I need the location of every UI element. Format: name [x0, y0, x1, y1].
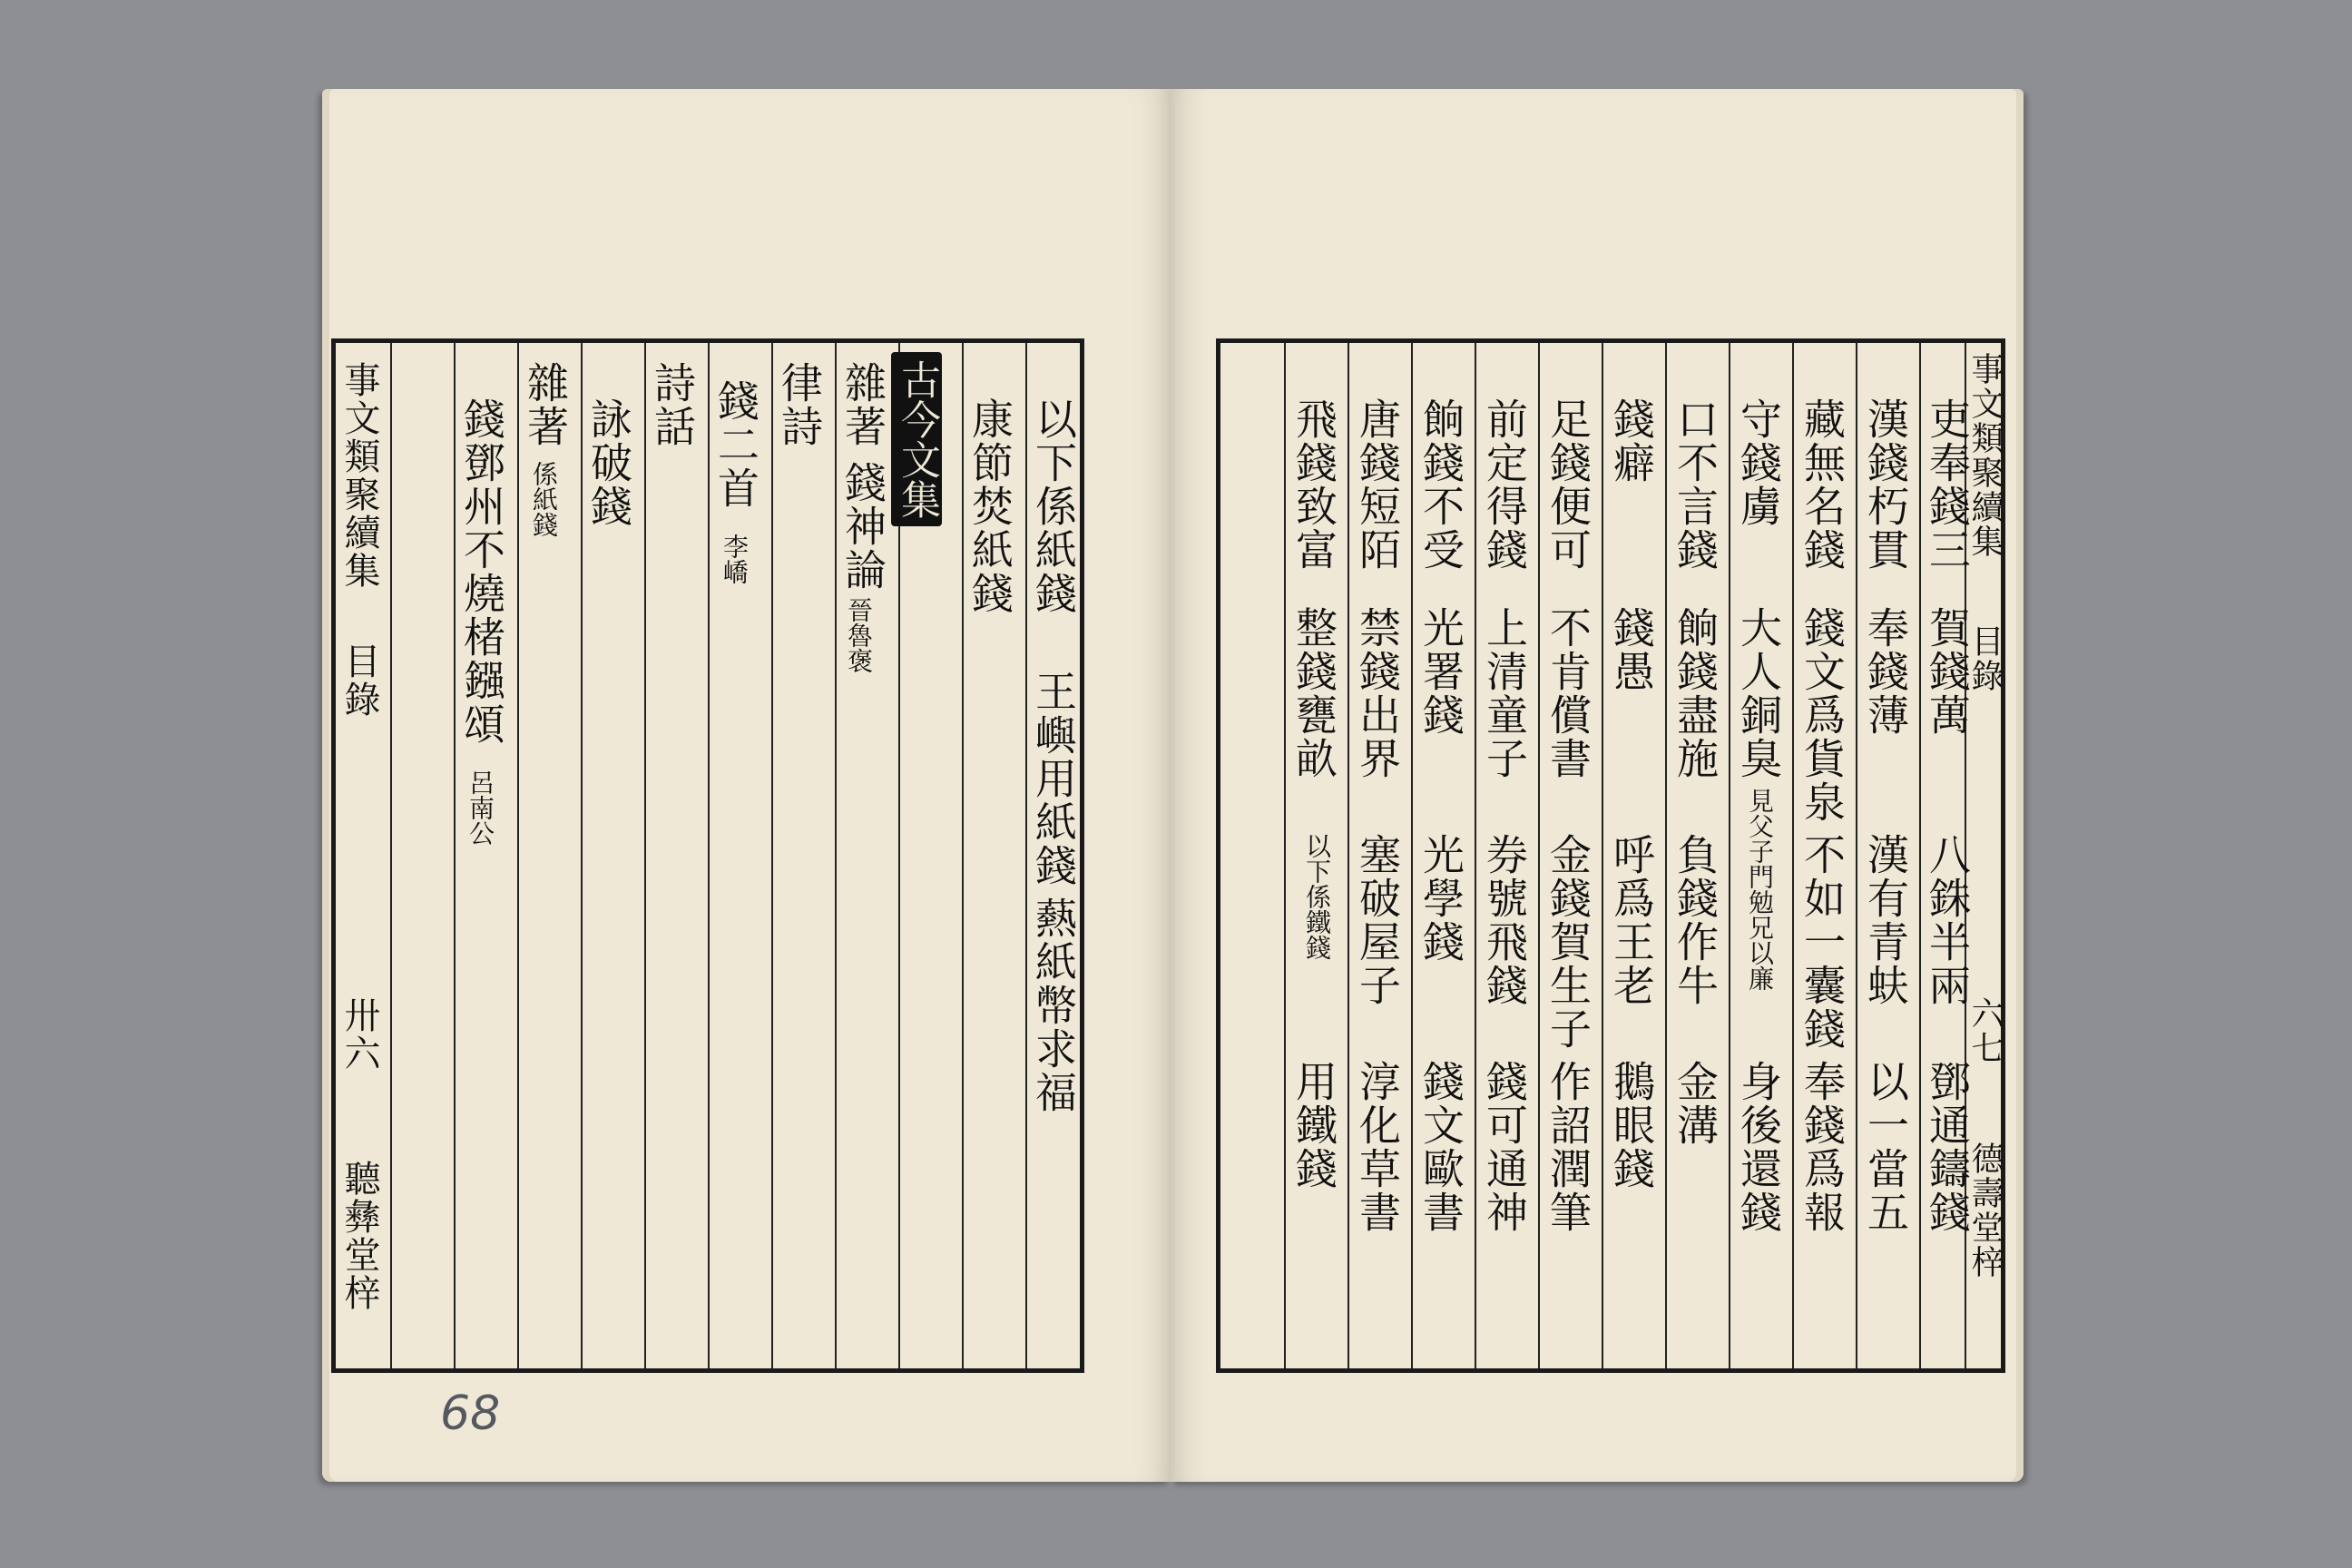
right-col-8-d: 錢可通神: [1480, 1060, 1529, 1234]
pencil-page-number: 68: [440, 1387, 501, 1441]
right-col-10-d: 淳化草書: [1353, 1060, 1402, 1234]
right-col-8-a: 前定得錢: [1480, 397, 1529, 572]
left-margin-publisher: 聽彝堂梓: [338, 1160, 380, 1312]
right-col-11-a: 飛錢致富: [1289, 397, 1338, 572]
right-col-6-b: 錢愚: [1607, 606, 1656, 693]
left-page: [322, 89, 1171, 1482]
right-col-4-c: 見父子門勉兄以廉: [1745, 788, 1775, 991]
right-col-7-a: 足錢便可: [1544, 397, 1592, 572]
left-col-4-main: 律詩: [775, 361, 824, 448]
right-col-9-c: 光學錢: [1416, 833, 1465, 964]
right-margin-publisher: 德壽堂梓: [1966, 1142, 2004, 1279]
right-col-5-b: 餉錢盡施: [1671, 606, 1720, 780]
right-col-8-c: 券號飛錢: [1480, 833, 1529, 1007]
right-col-1-d: 鄧通鑄錢: [1923, 1060, 1972, 1234]
right-col-7-b: 不肯償書: [1544, 606, 1592, 780]
right-margin-number: 六七: [1966, 996, 2004, 1065]
right-col-4-d: 身後還錢: [1734, 1060, 1783, 1234]
right-col-10-a: 唐錢短陌: [1353, 397, 1402, 572]
left-margin-title: 事文類聚續集: [338, 361, 380, 590]
right-col-11-c: 以下係鐵錢: [1302, 833, 1332, 960]
left-col-1-sub: 王嶼用紙錢: [1029, 670, 1078, 887]
left-col-3-sub: 錢神論: [838, 461, 887, 592]
right-col-9-b: 光署錢: [1416, 606, 1465, 737]
left-col-9-main: 錢鄧州不燒楮鏹頌: [457, 397, 506, 746]
right-col-1-b: 賀錢萬: [1923, 606, 1972, 737]
right-col-6-c: 呼爲王老: [1607, 833, 1656, 1007]
left-text-frame: [331, 338, 1084, 1373]
right-col-2-a: 漢錢朽貫: [1861, 397, 1910, 572]
left-col-5-note: 李嶠: [720, 534, 750, 584]
right-col-2-b: 奉錢薄: [1861, 606, 1910, 737]
left-col-8-note: 係紙錢: [529, 461, 559, 537]
right-col-7-d: 作詔潤筆: [1544, 1060, 1592, 1234]
right-col-8-b: 上清童子: [1480, 606, 1529, 780]
right-margin-title: 事文類聚續集: [1966, 352, 2004, 559]
right-margin-section: 目錄: [1966, 624, 2004, 693]
left-col-7-main: 詠破錢: [584, 397, 633, 528]
right-col-4-b: 大人銅臭: [1734, 606, 1783, 780]
right-col-4-a: 守錢虜: [1734, 397, 1783, 528]
left-margin-section: 目錄: [338, 642, 380, 719]
left-col-2-main: 康節焚紙錢: [965, 397, 1014, 615]
left-col-1-main: 以下係紙錢: [1029, 397, 1078, 615]
right-col-2-c: 漢有青蚨: [1861, 833, 1910, 1007]
right-col-5-d: 金溝: [1671, 1060, 1720, 1147]
right-col-10-b: 禁錢出界: [1353, 606, 1402, 780]
right-col-9-d: 錢文歐書: [1416, 1060, 1465, 1234]
left-col-3-main: 雜著: [838, 361, 887, 448]
right-col-1-c: 八銖半兩: [1923, 833, 1972, 1007]
left-col-5-main: 錢二首: [711, 379, 760, 510]
left-col-9-note: 呂南公: [466, 769, 495, 846]
right-col-6-a: 錢癖: [1607, 397, 1656, 485]
right-col-11-b: 整錢甕畝: [1289, 606, 1338, 780]
right-page: [1171, 89, 2024, 1482]
right-col-3-d: 奉錢爲報: [1798, 1060, 1847, 1234]
right-col-6-d: 鵝眼錢: [1607, 1060, 1656, 1191]
right-col-3-c: 不如一囊錢: [1798, 833, 1847, 1051]
left-margin-number: 卅六: [338, 996, 380, 1073]
right-col-3-a: 藏無名錢: [1798, 397, 1847, 572]
right-col-7-c: 金錢賀生子: [1544, 833, 1592, 1051]
block-label-gujin-wenji: 古今文集: [891, 352, 942, 526]
right-col-1-a: 吏奉錢三: [1923, 397, 1972, 572]
right-col-5-c: 負錢作牛: [1671, 833, 1720, 1007]
right-col-5-a: 口不言錢: [1671, 397, 1720, 572]
right-text-frame: [1216, 338, 2005, 1373]
left-col-6-main: 詩話: [648, 361, 697, 448]
right-col-3-b: 錢文爲貨泉: [1798, 606, 1847, 824]
left-col-1-note: 爇紙幣求福: [1029, 897, 1078, 1114]
right-col-10-c: 塞破屋子: [1353, 833, 1402, 1007]
right-col-11-d: 用鐵錢: [1289, 1060, 1338, 1191]
left-col-8-main: 雜著: [521, 361, 570, 448]
left-col-3-note: 晉魯褒: [844, 597, 874, 673]
right-col-2-d: 以一當五: [1861, 1060, 1910, 1234]
open-book: [322, 89, 2019, 1486]
right-col-9-a: 餉錢不受: [1416, 397, 1465, 572]
